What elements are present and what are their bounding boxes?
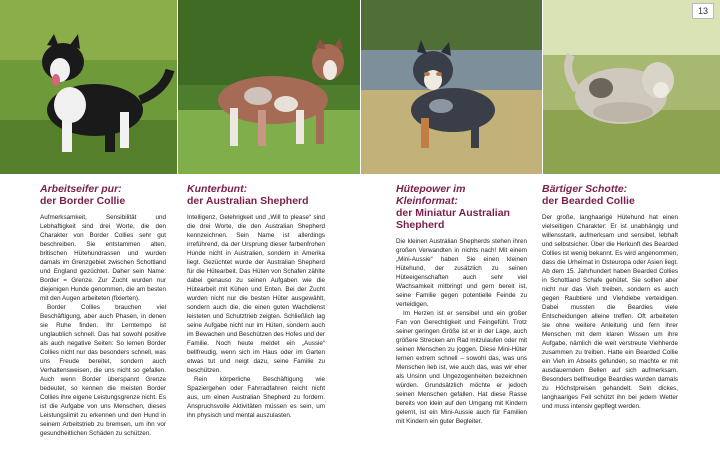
heading-breed: der Australian Shepherd [187,195,309,207]
paragraph: Intelligenz, Gelehrigkeit und „Will to please“ sind die drei Worte, die den Australian Shepherd kennzeichnen. Sein Name ist allerdings irreführend, da der Ursprung dieser farbenfrohen Hunde nicht in Australien, sondern in Amerika liegt. Gezüchtet wurde der Australian Shepherd für die Hütearbeit. Das Hüten von Schafen zählte dabei genauso zu seinen Aufgaben wie die Hütearbeit mit Kühen und Enten. Bei der Zucht wurden nicht nur die besten Hüter ausgewählt, sondern auch die, die einen guten Wachdienst leisteten und Schutztrieb zeigten. Schließlich lag seine Aufgabe nicht nur im Hüten, sondern auch im Bewachen und Beschützen des Hofes und der Familie. Noch heute meldet ein „Aussie“ bellfreudig, wenn sich im Haus oder im Garten etwas tut und neigt dazu, seine Familie zu beschützen. [187,214,325,374]
paragraph: Aufmerksamkeit, Sensibilität und Lebhaftigkeit sind drei Worte, die den Charakter von Border Collies sehr gut beschreiben. Sie entstammen alten, britischen Hütehundrassen und wurden damals im Grenzgebiet zwischen Schottland und England gezüchtet. Daher sein Name: Border = Grenze. Zur Zucht wurden nur diejenigen Hunde genommen, die am besten mit den Augen arbeiteten (fixierten). [40,214,166,302]
heading-breed: der Bearded Collie [542,195,635,207]
column-australian-shepherd [187,183,325,420]
column-mini-aussie [396,183,527,426]
section-heading [396,183,527,231]
page-number: 13 [692,3,714,19]
photo-strip [0,0,720,174]
paragraph: Border Collies brauchen viel Beschäftigung, aber auch Phasen, in denen sie Ruhe finden. Ihr Lerntempo ist unglaublich schnell. Das hat sowohl positive als auch negative Seiten: So lernen Border Collies nicht nur das besonders schnell, was uns Freude bereitet, sondern auch Verhaltensweisen, die uns nicht so gefallen. Auch wenn Border überspannt Grenze bedeutet, so kennen die meisten Border Collies ihre eigene Leistungsgrenze nicht. Es ist die Aufgabe von uns Menschen, dieses Leistungslimit zu erkennen und den Hund in seinem Arbeitstrieb zu bremsen, um ihn vor gesundheitlichen Schäden zu schützen. [40,304,166,437]
border-collie-photo [0,0,177,174]
paragraph: Der große, langhaarige Hütehund hat einen vielseitigen Charakter: Er ist unabhängig und willensstark, aufmerksam und sensibel, lebhaft und selbstsicher. Über die Herkunft des Bearded Collies ist wenig bekannt. Es wird angenommen, dass die Urheimat in Osteuropa oder Asien liegt. Ab dem 15. Jahrhundert haben Bearded Collies in Schottland Schafe gehütet. Sie sollten aber nicht nur das Vieh treiben, sondern es auch gegen Raubtiere und Viehdiebe verteidigen. Dabei mussten die Beardies viele Entscheidungen alleine treffen. Oft arbeiteten sie ohne weitere Anleitung und fern ihrer Menschen mit dem klaren Wissen um ihre Aufgabe, nämlich die weit verstreute Viehherde zusammen zu treiben. Hatte ein Bearded Collie ein Vieh im Abseits gefunden, so machte er mit ausdauerndem Bellen auf sich aufmerksam. Besonders bellfreudige Beardies wurden damals zu Höchstpreisen gehandelt. Sein dickes, langhaariges Fell schützt ihn bei jedem Wetter und muss intensiv gepflegt werden. [542,214,678,410]
australian-shepherd-photo [178,0,360,174]
column-bearded-collie [542,183,678,411]
section-body [542,213,678,411]
section-body [187,213,325,420]
heading-kicker: Arbeitseifer pur: [40,183,122,195]
section-heading [187,183,325,207]
heading-breed: der Border Collie [40,195,126,207]
heading-kicker: Hütepower im Kleinformat: [396,183,466,207]
section-body [396,237,527,426]
paragraph: Rein körperliche Beschäftigung wie Spaziergehen oder Fahrradfahren reicht nicht aus, um einen Australian Shepherd zu fordern. Anspruchsvolle Aktivitäten müssen es sein, um ihn physisch und mental auszulasten. [187,376,325,419]
miniature-australian-shepherd-photo [361,0,542,174]
heading-breed: der Miniatur Australian Shepherd [396,207,510,231]
section-heading [40,183,166,207]
paragraph: Im Herzen ist er sensibel und ein großer Fan von Gerechtigkeit und Feingefühl. Trotz seiner geringen Größe ist er in der Lage, auch größere Strecken am Rad mitzulaufen oder mit seinen Menschen zu joggen. Diese Mini-Hüter lernen extrem schnell – sowohl das, was uns Menschen lieb ist, wie auch das, was wir eher als Unsinn und Ungezogenheiten bezeichnen würden. Grundsätzlich möchte er jedoch seinen Menschen gefallen. Hat diese Rasse bereits von klein auf den Umgang mit Kindern gelernt, ist ein Mini-Aussie auch für Familien mit Kindern ein guter Begleiter. [396,310,527,425]
paragraph: Die kleinen Australian Shepherds stehen ihren großen Verwandten in nichts nach! Mit einem „Mini-Aussie“ haben Sie einen kleinen Hütehund, der zusätzlich zu seinen Hüteeigenschaften auch sehr viel Wachsamkeit mitbringt und gern bereit ist, seine Familie gegen potentielle Feinde zu verteidigen. [396,238,527,308]
section-body [40,213,166,438]
section-heading [542,183,678,207]
column-border-collie [40,183,166,438]
heading-kicker: Kunterbunt: [187,183,248,195]
bearded-collie-photo [543,0,720,174]
heading-kicker: Bärtiger Schotte: [542,183,628,195]
